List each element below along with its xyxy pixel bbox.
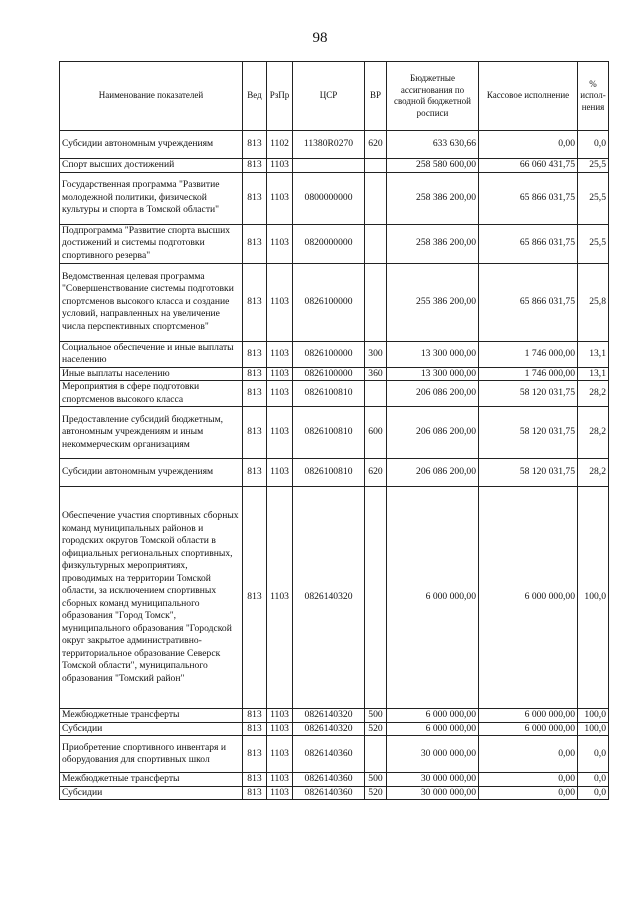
table-row — [60, 407, 609, 459]
cell-vr — [365, 172, 387, 224]
cell-budget: 30 000 000,00 — [387, 736, 479, 773]
cell-ved: 813 — [243, 341, 267, 367]
cell-cash: 0,00 — [479, 131, 578, 159]
cell-rzpr: 1103 — [267, 487, 293, 709]
cell-pct: 100,0 — [578, 709, 609, 723]
cell-rzpr: 1103 — [267, 722, 293, 736]
cell-rzpr: 1103 — [267, 381, 293, 407]
header-vr: ВР — [365, 62, 387, 131]
cell-csr: 0826100810 — [293, 407, 365, 459]
cell-name: Субсидии автономным учреждениям — [60, 131, 243, 159]
cell-csr: 11380R0270 — [293, 131, 365, 159]
cell-ved: 813 — [243, 159, 267, 173]
table-row — [60, 172, 609, 224]
page-number: 98 — [312, 30, 328, 46]
cell-budget: 255 386 200,00 — [387, 263, 479, 341]
cell-rzpr: 1103 — [267, 786, 293, 800]
cell-name: Ведомственная целевая программа "Совершенствование системы подготовки спортсменов высокого класса и создание условий, направленных на увеличение числа перспективных спортсменов" — [60, 263, 243, 341]
cell-rzpr: 1103 — [267, 367, 293, 381]
cell-pct: 100,0 — [578, 487, 609, 709]
cell-cash: 66 060 431,75 — [479, 159, 578, 173]
cell-vr — [365, 263, 387, 341]
cell-vr: 500 — [365, 773, 387, 787]
cell-rzpr: 1102 — [267, 131, 293, 159]
table-row — [60, 131, 609, 159]
header-ved: Вед — [243, 62, 267, 131]
table-row — [60, 722, 609, 736]
cell-cash: 58 120 031,75 — [479, 381, 578, 407]
cell-name: Спорт высших достижений — [60, 159, 243, 173]
table-row — [60, 159, 609, 173]
cell-csr: 0826100000 — [293, 341, 365, 367]
cell-cash: 65 866 031,75 — [479, 224, 578, 263]
cell-cash: 0,00 — [479, 786, 578, 800]
cell-pct: 25,5 — [578, 224, 609, 263]
cell-csr: 0826100810 — [293, 459, 365, 487]
cell-budget: 206 086 200,00 — [387, 381, 479, 407]
cell-budget: 30 000 000,00 — [387, 773, 479, 787]
cell-name: Межбюджетные трансферты — [60, 709, 243, 723]
cell-ved: 813 — [243, 172, 267, 224]
cell-name: Мероприятия в сфере подготовки спортсменов высокого класса — [60, 381, 243, 407]
cell-rzpr: 1103 — [267, 709, 293, 723]
cell-ved: 813 — [243, 487, 267, 709]
cell-rzpr: 1103 — [267, 736, 293, 773]
cell-ved: 813 — [243, 786, 267, 800]
cell-name: Субсидии — [60, 722, 243, 736]
cell-cash: 1 746 000,00 — [479, 367, 578, 381]
cell-rzpr: 1103 — [267, 159, 293, 173]
budget-table — [59, 61, 609, 800]
cell-name: Иные выплаты населению — [60, 367, 243, 381]
cell-name: Приобретение спортивного инвентаря и оборудования для спортивных школ — [60, 736, 243, 773]
header-row — [60, 62, 609, 131]
cell-pct: 13,1 — [578, 341, 609, 367]
cell-csr: 0826140360 — [293, 736, 365, 773]
cell-ved: 813 — [243, 367, 267, 381]
table-row — [60, 263, 609, 341]
cell-cash: 6 000 000,00 — [479, 487, 578, 709]
table-row — [60, 786, 609, 800]
cell-ved: 813 — [243, 407, 267, 459]
cell-rzpr: 1103 — [267, 341, 293, 367]
header-cash: Кассовое исполнение — [479, 62, 578, 131]
cell-pct: 0,0 — [578, 773, 609, 787]
cell-cash: 6 000 000,00 — [479, 722, 578, 736]
cell-vr — [365, 487, 387, 709]
cell-vr: 300 — [365, 341, 387, 367]
cell-pct: 25,8 — [578, 263, 609, 341]
cell-budget: 30 000 000,00 — [387, 786, 479, 800]
cell-budget: 6 000 000,00 — [387, 487, 479, 709]
cell-csr: 0800000000 — [293, 172, 365, 224]
cell-budget: 258 386 200,00 — [387, 224, 479, 263]
cell-cash: 0,00 — [479, 773, 578, 787]
cell-ved: 813 — [243, 381, 267, 407]
table-body — [60, 131, 609, 800]
cell-vr: 520 — [365, 786, 387, 800]
cell-cash: 65 866 031,75 — [479, 172, 578, 224]
cell-budget: 13 300 000,00 — [387, 367, 479, 381]
cell-ved: 813 — [243, 722, 267, 736]
cell-pct: 28,2 — [578, 459, 609, 487]
header-rzpr: РзПр — [267, 62, 293, 131]
cell-name: Государственная программа "Развитие молодежной политики, физической культуры и спорта в Томской области" — [60, 172, 243, 224]
header-name: Наименование показателей — [60, 62, 243, 131]
cell-ved: 813 — [243, 224, 267, 263]
cell-ved: 813 — [243, 773, 267, 787]
cell-name: Межбюджетные трансферты — [60, 773, 243, 787]
cell-csr: 0826140320 — [293, 722, 365, 736]
cell-budget: 13 300 000,00 — [387, 341, 479, 367]
cell-budget: 206 086 200,00 — [387, 459, 479, 487]
cell-vr: 600 — [365, 407, 387, 459]
cell-vr: 620 — [365, 459, 387, 487]
table-row — [60, 487, 609, 709]
cell-pct: 25,5 — [578, 172, 609, 224]
cell-vr — [365, 736, 387, 773]
cell-pct: 25,5 — [578, 159, 609, 173]
cell-budget: 206 086 200,00 — [387, 407, 479, 459]
table-row — [60, 459, 609, 487]
cell-name: Субсидии — [60, 786, 243, 800]
cell-pct: 0,0 — [578, 736, 609, 773]
cell-csr: 0826100000 — [293, 263, 365, 341]
cell-rzpr: 1103 — [267, 172, 293, 224]
cell-vr — [365, 381, 387, 407]
cell-name: Подпрограмма "Развитие спорта высших достижений и системы подготовки спортивного резерва" — [60, 224, 243, 263]
cell-name: Субсидии автономным учреждениям — [60, 459, 243, 487]
table-row — [60, 773, 609, 787]
cell-vr — [365, 159, 387, 173]
cell-csr: 0826140320 — [293, 487, 365, 709]
header-pct: % испол-нения — [578, 62, 609, 131]
cell-budget: 633 630,66 — [387, 131, 479, 159]
header-csr: ЦСР — [293, 62, 365, 131]
cell-vr: 500 — [365, 709, 387, 723]
table-row — [60, 341, 609, 367]
cell-ved: 813 — [243, 459, 267, 487]
cell-pct: 0,0 — [578, 786, 609, 800]
cell-ved: 813 — [243, 131, 267, 159]
cell-rzpr: 1103 — [267, 773, 293, 787]
cell-csr: 0820000000 — [293, 224, 365, 263]
table-row — [60, 367, 609, 381]
table-row — [60, 224, 609, 263]
cell-ved: 813 — [243, 736, 267, 773]
cell-vr: 520 — [365, 722, 387, 736]
cell-vr — [365, 224, 387, 263]
cell-vr: 360 — [365, 367, 387, 381]
cell-csr: 0826140360 — [293, 773, 365, 787]
cell-csr: 0826100000 — [293, 367, 365, 381]
cell-cash: 1 746 000,00 — [479, 341, 578, 367]
cell-cash: 6 000 000,00 — [479, 709, 578, 723]
cell-rzpr: 1103 — [267, 459, 293, 487]
cell-csr: 0826140360 — [293, 786, 365, 800]
cell-cash: 58 120 031,75 — [479, 407, 578, 459]
cell-name: Предоставление субсидий бюджетным, автономным учреждениям и иным некоммерческим организациям — [60, 407, 243, 459]
cell-rzpr: 1103 — [267, 224, 293, 263]
cell-cash: 58 120 031,75 — [479, 459, 578, 487]
cell-cash: 0,00 — [479, 736, 578, 773]
header-budget: Бюджетные ассигнования по сводной бюджетной росписи — [387, 62, 479, 131]
cell-pct: 28,2 — [578, 407, 609, 459]
cell-budget: 258 386 200,00 — [387, 172, 479, 224]
cell-ved: 813 — [243, 709, 267, 723]
cell-budget: 6 000 000,00 — [387, 722, 479, 736]
cell-csr — [293, 159, 365, 173]
cell-pct: 13,1 — [578, 367, 609, 381]
cell-name: Социальное обеспечение и иные выплаты населению — [60, 341, 243, 367]
cell-name: Обеспечение участия спортивных сборных команд муниципальных районов и городских округов Томской области в официальных региональных спортивных, физкультурных мероприятиях, проводимых на территории Томской области, за исключением спортивных сборных команд муниципального образования "Город Томск", муниципального образования "Городской округ закрытое административно-территориальное образование Северск Томской области", муниципального образования "Томский район" — [60, 487, 243, 709]
cell-rzpr: 1103 — [267, 263, 293, 341]
cell-rzpr: 1103 — [267, 407, 293, 459]
cell-budget: 6 000 000,00 — [387, 709, 479, 723]
cell-cash: 65 866 031,75 — [479, 263, 578, 341]
cell-csr: 0826140320 — [293, 709, 365, 723]
cell-pct: 0,0 — [578, 131, 609, 159]
cell-pct: 100,0 — [578, 722, 609, 736]
cell-ved: 813 — [243, 263, 267, 341]
table-row — [60, 709, 609, 723]
table-row — [60, 736, 609, 773]
cell-pct: 28,2 — [578, 381, 609, 407]
cell-vr: 620 — [365, 131, 387, 159]
cell-budget: 258 580 600,00 — [387, 159, 479, 173]
cell-csr: 0826100810 — [293, 381, 365, 407]
table-row — [60, 381, 609, 407]
